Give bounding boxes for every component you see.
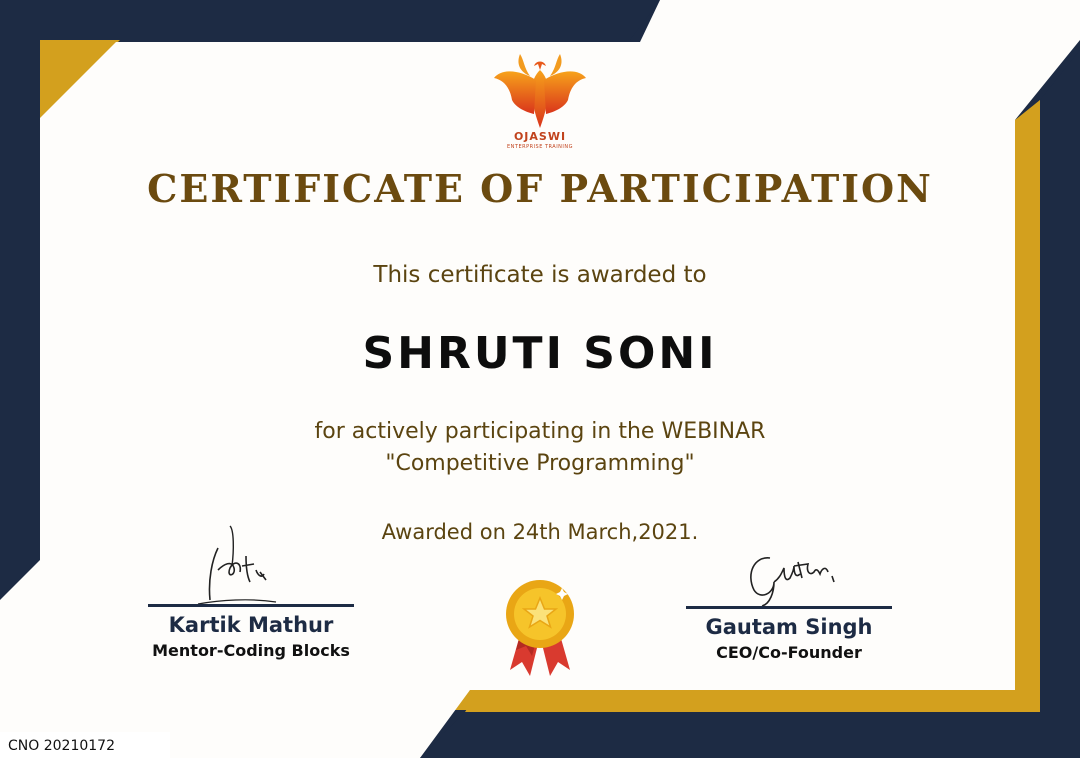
- signature-line: [148, 604, 354, 607]
- signature-kartik-icon: [190, 520, 280, 610]
- logo-tagline: ENTERPRISE TRAINING: [506, 144, 574, 150]
- reason-line-1: for actively participating in the WEBINAR: [314, 419, 766, 444]
- award-subtitle: This certificate is awarded to: [373, 262, 707, 288]
- signatory-right: [686, 606, 892, 662]
- signatory-name: Kartik Mathur: [168, 613, 334, 637]
- medal-icon: [500, 576, 580, 680]
- signatory-left: [148, 604, 354, 660]
- signatory-role: Mentor-Coding Blocks: [152, 641, 350, 660]
- certificate-number: CNO 20210172: [8, 738, 115, 754]
- signature-gautam-icon: [740, 548, 840, 608]
- reason-line-2: "Competitive Programming": [385, 451, 695, 476]
- award-date: Awarded on 24th March,2021.: [381, 520, 699, 544]
- recipient-name: SHRUTI SONI: [362, 328, 718, 379]
- certificate-title: CERTIFICATE OF PARTICIPATION: [147, 166, 933, 211]
- signatory-name: Gautam Singh: [705, 615, 873, 639]
- logo-name: OJASWI: [513, 130, 567, 143]
- signature-line: [686, 606, 892, 609]
- signatory-role: CEO/Co-Founder: [716, 643, 862, 662]
- award-reason: [0, 416, 1080, 480]
- phoenix-logo-icon: [490, 50, 590, 132]
